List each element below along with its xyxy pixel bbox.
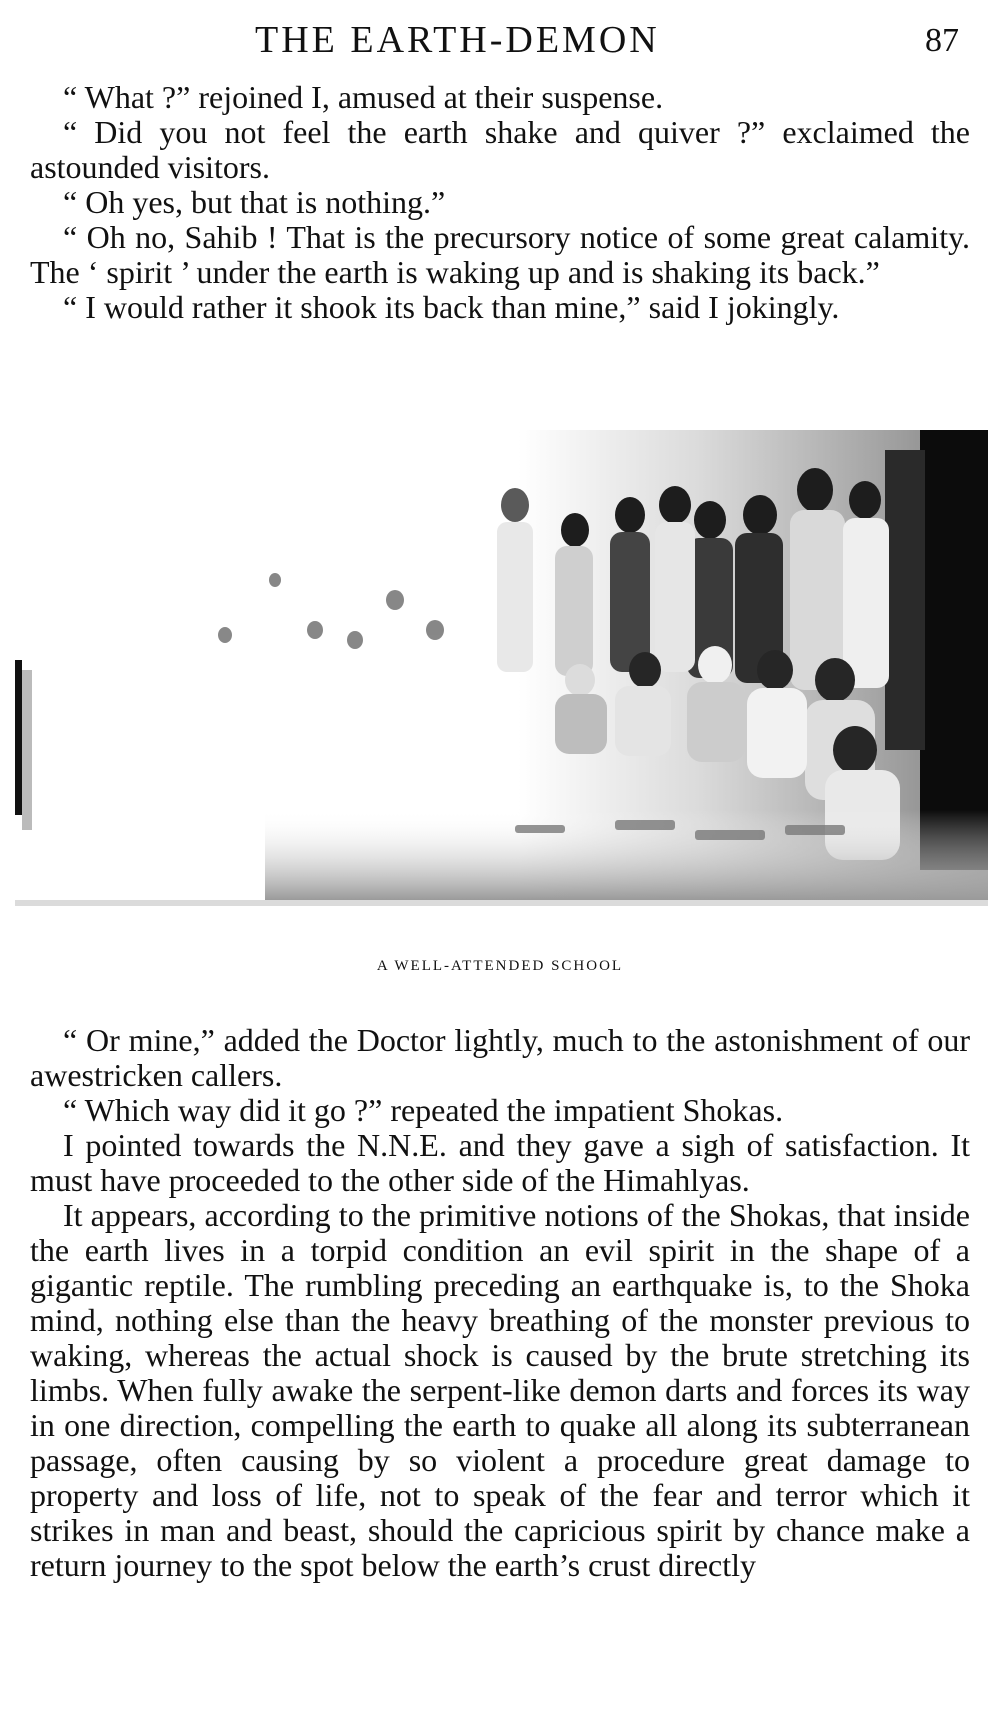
paragraph: It appears, according to the primitive notions of the Shokas, that inside the earth lives in a torpid condition an evil spirit in the shape of a gigantic reptile. The rumbling preceding an earthquake is, to the Shoka mind, nothing else than the heavy breathing of the monster previous to waking, whereas the actual shock is caused by the brute stretching its limbs. When fully awake the serpent-like demon darts and forces its way in one direction, compelling the earth to quake all along its subterranean passage, often causing by so violent a procedure great damage to property and loss of life, not to speak of the fear and terror which it strikes in man and beast, should the capricious spirit by chance make a return journey to the spot below the earth’s crust directly [30, 1197, 970, 1583]
figure-caption: A WELL-ATTENDED SCHOOL [376, 958, 624, 974]
text-block-bottom [30, 1023, 970, 1583]
paragraph: I pointed towards the N.N.E. and they gave a sigh of satisfaction. It must have proceeded to the other side of the Himahlyas. [30, 1127, 970, 1198]
running-title: THE EARTH-DEMON [255, 19, 660, 61]
page-header [0, 18, 1000, 68]
photo-figure [15, 430, 988, 920]
page-number: 87 [925, 22, 959, 59]
paragraph: “ Oh yes, but that is nothing.” [63, 184, 446, 220]
paragraph: “ Did you not feel the earth shake and quiver ?” exclaimed the astounded visitors. [30, 114, 970, 185]
school-photograph [15, 430, 988, 920]
paragraph: “ Oh no, Sahib ! That is the precursory notice of some great calamity. The ‘ spirit ’ under the earth is waking up and is shaking its back.” [30, 219, 970, 290]
paragraph: “ I would rather it shook its back than mine,” said I jokingly. [63, 289, 840, 325]
paragraph: “ Or mine,” added the Doctor lightly, much to the astonishment of our awestricken callers. [30, 1022, 970, 1093]
paragraph: “ Which way did it go ?” repeated the impatient Shokas. [63, 1092, 784, 1128]
text-block-top [30, 80, 970, 325]
paragraph: “ What ?” rejoined I, amused at their suspense. [63, 79, 664, 115]
